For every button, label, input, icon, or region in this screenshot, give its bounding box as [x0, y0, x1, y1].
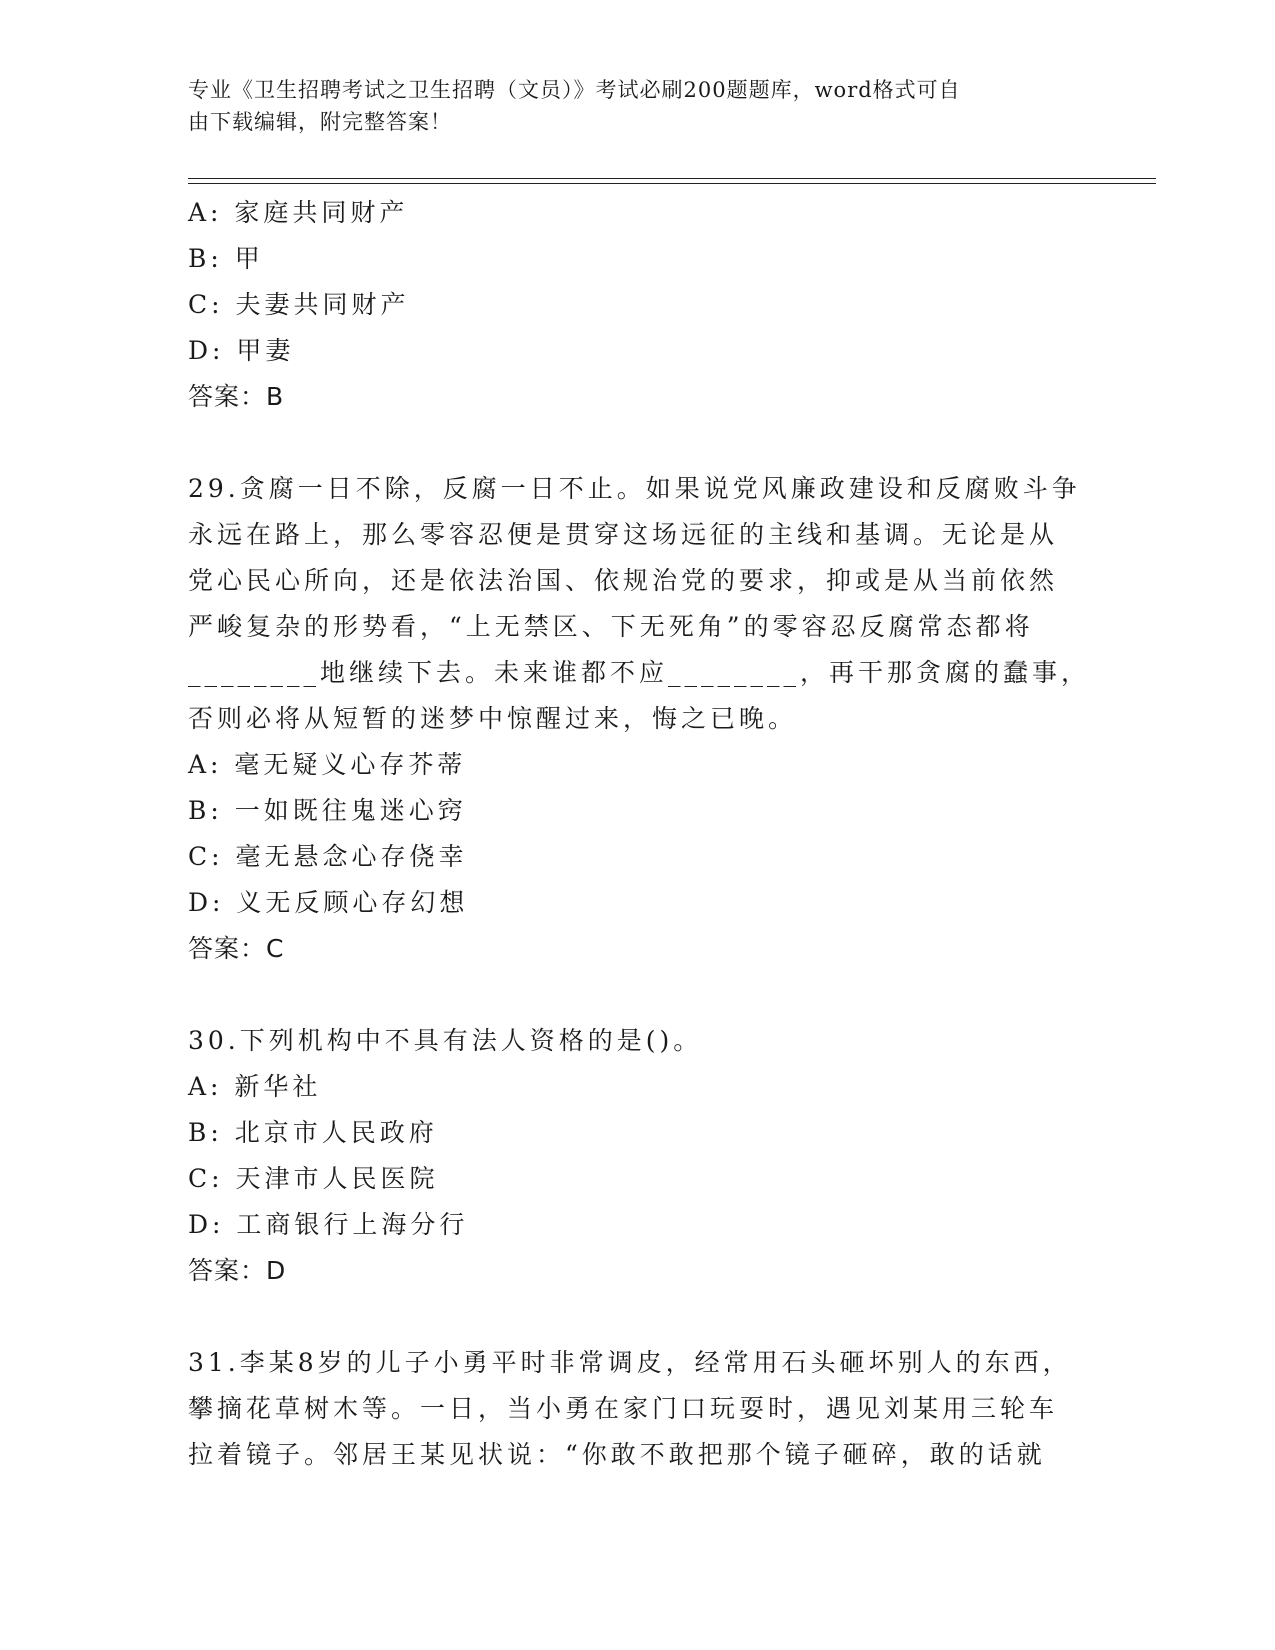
option-d: D: 义无反顾心存幻想: [188, 888, 469, 917]
spacer: [188, 1294, 1088, 1340]
question-text-line: 30.下列机构中不具有法人资格的是()。: [188, 1026, 703, 1055]
question-28-block: [188, 190, 1088, 420]
question-content: [188, 190, 1091, 1478]
spacer: [188, 972, 1088, 1018]
question-text-line: 否则必将从短暂的迷梦中惊醒过来，悔之已晚。: [188, 704, 798, 733]
header-rule-bottom: [188, 183, 1156, 184]
document-header: [188, 74, 1078, 138]
option-c: C: 天津市人民医院: [188, 1164, 439, 1193]
question-text-line: 严峻复杂的形势看，“上无禁区、下无死角”的零容忍反腐常态都将: [188, 612, 1034, 641]
option-b: B: 甲: [188, 244, 264, 273]
option-d: D: 工商银行上海分行: [188, 1210, 469, 1239]
question-text-line: 党心民心所向，还是依法治国、依规治党的要求，抑或是从当前依然: [188, 566, 1059, 595]
option-b: B: 一如既往鬼迷心窍: [188, 796, 467, 825]
header-rule-top: [188, 178, 1156, 179]
answer: 答案：D: [188, 1256, 287, 1285]
question-text-line: ________地继续下去。未来谁都不应________，再干那贪腐的蠢事，: [188, 658, 1091, 687]
question-text-line: 攀摘花草树木等。一日，当小勇在家门口玩耍时，遇见刘某用三轮车: [188, 1394, 1059, 1423]
spacer: [188, 420, 1088, 466]
answer: 答案：B: [188, 382, 285, 411]
question-29-block: [188, 466, 1091, 972]
header-line-1: 专业《卫生招聘考试之卫生招聘（文员）》考试必刷200题题库，word格式可自: [188, 78, 961, 102]
option-b: B: 北京市人民政府: [188, 1118, 438, 1147]
header-line-2: 由下载编辑，附完整答案！: [188, 110, 452, 134]
option-d: D: 甲妻: [188, 336, 295, 365]
option-c: C: 毫无悬念心存侥幸: [188, 842, 468, 871]
option-c: C: 夫妻共同财产: [188, 290, 410, 319]
option-a: A: 新华社: [188, 1072, 322, 1101]
question-text-line: 拉着镜子。邻居王某见状说：“你敢不敢把那个镜子砸碎，敢的话就: [188, 1440, 1046, 1469]
answer: 答案：C: [188, 934, 285, 963]
option-a: A: 家庭共同财产: [188, 198, 409, 227]
question-30-block: [188, 1018, 1088, 1294]
question-text-line: 29.贪腐一日不除，反腐一日不止。如果说党风廉政建设和反腐败斗争: [188, 474, 1081, 503]
option-a: A: 毫无疑义心存芥蒂: [188, 750, 467, 779]
question-text-line: 31.李某8岁的儿子小勇平时非常调皮，经常用石头砸坏别人的东西，: [188, 1348, 1072, 1377]
question-31-block: [188, 1340, 1088, 1478]
question-text-line: 永远在路上，那么零容忍便是贯穿这场远征的主线和基调。无论是从: [188, 520, 1059, 549]
